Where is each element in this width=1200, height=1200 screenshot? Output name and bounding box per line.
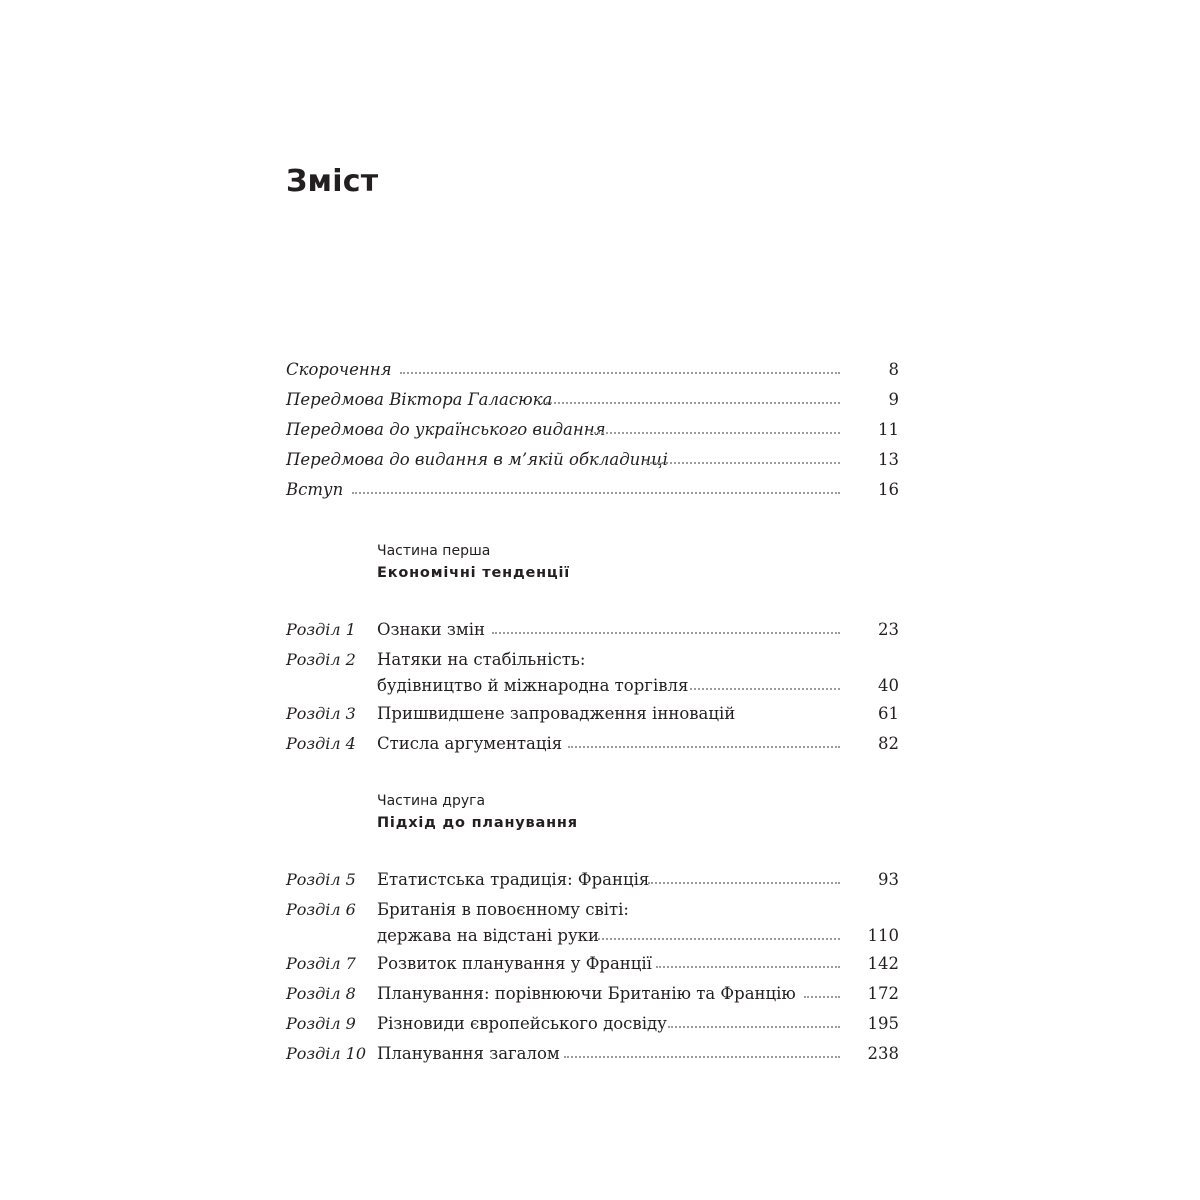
dot-leader: [542, 402, 840, 404]
page-number: 16: [878, 480, 899, 499]
part-heading: [286, 787, 901, 865]
page-number: 23: [878, 620, 899, 639]
chapter-title: Розвиток планування у Франції: [377, 954, 652, 973]
chapter-title: Ознаки змін: [377, 620, 486, 639]
toc-entry[interactable]: [286, 615, 901, 645]
chapter-label: Розділ 5: [286, 870, 356, 889]
chapter-label: Розділ 1: [286, 620, 356, 639]
entry-title: Скорочення: [286, 360, 392, 379]
chapter-title: Етатистська традиція: Франція: [377, 870, 650, 889]
page-number: 142: [867, 954, 899, 973]
page-number: 61: [878, 704, 899, 723]
entry-title: Передмова Віктора Галасюка: [286, 390, 553, 409]
dot-leader: [648, 882, 840, 884]
chapter-title: Натяки на стабільність:: [377, 650, 586, 669]
chapter-label: Розділ 6: [286, 900, 356, 919]
page-number: 13: [878, 450, 899, 469]
page-number: 40: [878, 676, 899, 695]
page-number: 8: [888, 360, 899, 379]
toc-entry[interactable]: [286, 865, 901, 895]
dot-leader: [646, 462, 840, 464]
toc-entry[interactable]: [286, 385, 901, 415]
chapter-list: [286, 865, 901, 1069]
chapter-title: Планування загалом: [377, 1044, 560, 1063]
part-title: Підхід до планування: [377, 815, 578, 831]
part-title: Економічні тенденції: [377, 565, 571, 581]
dot-leader: [564, 1056, 840, 1058]
toc-entry[interactable]: [286, 1039, 901, 1069]
chapter-label: Розділ 8: [286, 984, 356, 1003]
chapter-list: [286, 615, 901, 759]
chapter-label: Розділ 9: [286, 1014, 356, 1033]
page-number: 93: [878, 870, 899, 889]
table-of-contents: [286, 355, 901, 1069]
dot-leader: [668, 1026, 840, 1028]
toc-entry[interactable]: [286, 895, 901, 949]
entry-title: Передмова до видання в м’якій обкладинці: [286, 450, 668, 469]
page-number: 172: [867, 984, 899, 1003]
entry-title: Передмова до українського видання: [286, 420, 606, 439]
chapter-title: Різновиди європейського досвіду: [377, 1014, 667, 1033]
chapter-title-line-2: будівництво й міжнародна торгівля: [377, 676, 689, 695]
toc-entry[interactable]: [286, 415, 901, 445]
page-number: 110: [867, 926, 899, 945]
dot-leader: [590, 432, 840, 434]
dot-leader: [400, 372, 840, 374]
dot-leader: [492, 632, 840, 634]
dot-leader: [804, 996, 840, 998]
toc-entry[interactable]: [286, 699, 901, 729]
dot-leader: [352, 492, 840, 494]
chapter-title-line-2: держава на відстані руки: [377, 926, 599, 945]
chapter-label: Розділ 10: [286, 1044, 367, 1063]
dot-leader: [656, 966, 840, 968]
toc-entry[interactable]: [286, 979, 901, 1009]
part-label: Частина перша: [377, 543, 491, 559]
toc-entry[interactable]: [286, 445, 901, 475]
page-number: 238: [867, 1044, 899, 1063]
part-label: Частина друга: [377, 793, 486, 809]
toc-entry[interactable]: [286, 355, 901, 385]
dot-leader: [690, 688, 840, 690]
toc-entry[interactable]: [286, 475, 901, 505]
page-number: 195: [867, 1014, 899, 1033]
chapter-label: Розділ 2: [286, 650, 356, 669]
page-number: 9: [888, 390, 899, 409]
chapter-label: Розділ 4: [286, 734, 356, 753]
page-number: 11: [878, 420, 899, 439]
toc-entry[interactable]: [286, 645, 901, 699]
entry-title: Вступ: [286, 480, 344, 499]
chapter-label: Розділ 7: [286, 954, 356, 973]
chapter-title: Стисла аргументація: [377, 734, 563, 753]
toc-entry[interactable]: [286, 1009, 901, 1039]
chapter-title: Пришвидшене запровадження інновацій: [377, 704, 736, 723]
chapter-title: Британія в повоєнному світі:: [377, 900, 629, 919]
chapter-title: Планування: порівнюючи Британію та Францію: [377, 984, 796, 1003]
front-matter-list: [286, 355, 901, 505]
dot-leader: [598, 938, 840, 940]
page-number: 82: [878, 734, 899, 753]
dot-leader: [568, 746, 840, 748]
chapter-label: Розділ 3: [286, 704, 356, 723]
toc-entry[interactable]: [286, 949, 901, 979]
toc-entry[interactable]: [286, 729, 901, 759]
part-heading: [286, 537, 901, 615]
page-title: Зміст: [286, 164, 379, 199]
